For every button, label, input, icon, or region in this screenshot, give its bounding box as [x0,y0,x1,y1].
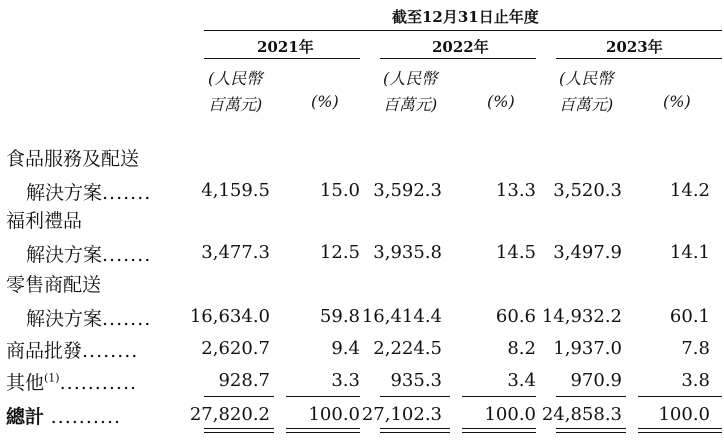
cell-value: 970.9 [570,370,622,391]
total-double-rule [462,428,536,429]
cell-value: 59.8 [319,306,360,327]
cell-value: 13.3 [495,180,536,201]
total-double-rule [638,428,722,429]
period-underline [204,30,722,31]
cell-value: 60.6 [495,306,536,327]
unit-2023-line2: 百萬元) [559,95,614,114]
subtotal-rule [556,396,626,397]
year-2022-underline [380,58,536,59]
unit-2021-line2: 百萬元) [208,95,263,114]
total-double-rule [556,428,626,429]
cell-value: 928.7 [218,370,270,391]
cell-value: 8.2 [507,338,536,359]
row-label: 其他$^{(1)}$........... [6,371,138,394]
total-value: 24,858.3 [541,404,622,425]
period-header: 截至12月31日止年度 [392,8,539,26]
total-value: 100.0 [484,404,536,425]
cell-value: 935.3 [390,370,442,391]
row-label-cont: 解決方案....... [26,182,152,204]
cell-value: 3.3 [331,370,360,391]
cell-value: 2,224.5 [373,338,442,359]
total-double-rule [638,432,722,433]
cell-value: 14.1 [669,242,710,263]
total-value: 27,102.3 [361,404,442,425]
year-2022: 2022年 [432,38,489,56]
cell-value: 16,634.0 [189,306,270,327]
cell-value: 15.0 [319,180,360,201]
pct-2021: (%) [311,92,339,111]
row-label: 福利禮品 [6,210,83,232]
cell-value: 16,414.4 [361,306,442,327]
row-label-cont: 解決方案....... [26,244,152,266]
total-double-rule [286,428,360,429]
total-value: 100.0 [308,404,360,425]
cell-value: 1,937.0 [553,338,622,359]
subtotal-rule [462,396,536,397]
cell-value: 7.8 [681,338,710,359]
subtotal-rule [286,396,360,397]
total-double-rule [204,428,274,429]
unit-2021-line1: (人民幣 [208,69,263,88]
row-label: 零售商配送 [6,274,102,296]
year-2021-underline [204,58,360,59]
pct-2023: (%) [663,92,691,111]
total-value: 27,820.2 [189,404,270,425]
year-2021: 2021年 [257,38,314,56]
row-label: 食品服務及配送 [6,148,140,170]
total-double-rule [462,432,536,433]
cell-value: 14.2 [669,180,710,201]
row-label: 商品批發........ [6,340,139,362]
row-label-cont: 解決方案....... [26,308,152,330]
total-label: 總計 .......... [6,406,122,428]
cell-value: 3,497.9 [553,242,622,263]
total-double-rule [556,432,626,433]
unit-2022-line1: (人民幣 [383,69,438,88]
cell-value: 3,935.8 [373,242,442,263]
cell-value: 60.1 [669,306,710,327]
cell-value: 3,477.3 [201,242,270,263]
pct-2022: (%) [487,92,515,111]
cell-value: 9.4 [331,338,360,359]
cell-value: 3.8 [681,370,710,391]
year-2023: 2023年 [606,38,663,56]
subtotal-rule [380,396,450,397]
unit-2023-line1: (人民幣 [559,69,614,88]
cell-value: 14.5 [495,242,536,263]
cell-value: 2,620.7 [201,338,270,359]
cell-value: 14,932.2 [541,306,622,327]
cell-value: 12.5 [319,242,360,263]
cell-value: 3,592.3 [373,180,442,201]
cell-value: 3,520.3 [553,180,622,201]
total-double-rule [204,432,274,433]
total-value: 100.0 [658,404,710,425]
unit-2022-line2: 百萬元) [383,95,438,114]
footnote-marker: (1) [44,371,60,385]
total-double-rule [380,428,450,429]
total-double-rule [286,432,360,433]
subtotal-rule [204,396,274,397]
total-double-rule [380,432,450,433]
subtotal-rule [638,396,722,397]
cell-value: 3.4 [507,370,536,391]
year-2023-underline [556,58,722,59]
cell-value: 4,159.5 [201,180,270,201]
